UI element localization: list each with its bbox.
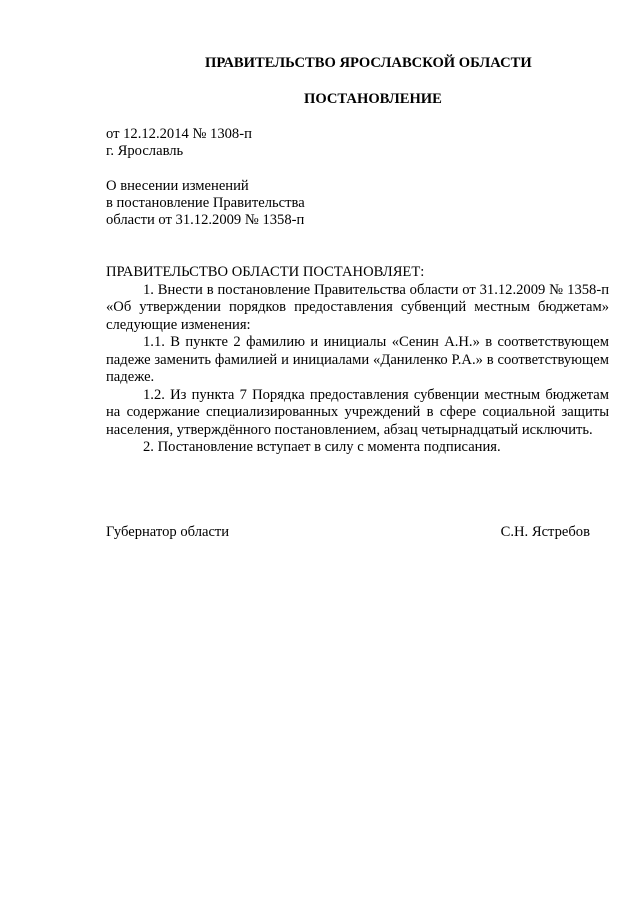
document-subject (106, 178, 305, 229)
document-meta (106, 126, 252, 160)
signature-name: С.Н. Ястребов (500, 524, 590, 540)
paragraph-1: 1. Внести в постановление Правительства области от 31.12.2009 № 1358-п «Об утверждении порядков предоставления субвенций местным бюджетам» следующие изменения: (106, 281, 609, 333)
document-city: г. Ярославль (106, 143, 184, 159)
decree-heading: ПРАВИТЕЛЬСТВО ОБЛАСТИ ПОСТАНОВЛЯЕТ: (106, 264, 425, 280)
document-date-number: от 12.12.2014 № 1308-п (106, 126, 252, 142)
subject-line-3: области от 31.12.2009 № 1358-п (106, 212, 305, 228)
document-org-title: ПРАВИТЕЛЬСТВО ЯРОСЛАВСКОЙ ОБЛАСТИ (205, 55, 532, 71)
paragraph-1-1: 1.1. В пункте 2 фамилию и инициалы «Сенин А.Н.» в соответствующем падеже заменить фамилией и инициалами «Даниленко Р.А.» в соответствующем падеже. (106, 334, 609, 385)
subject-line-2: в постановление Правительства (106, 195, 305, 211)
signature-position: Губернатор области (106, 524, 230, 540)
subject-line-1: О внесении изменений (106, 178, 249, 194)
signature-block (106, 524, 590, 541)
paragraph-1-2: 1.2. Из пункта 7 Порядка предоставления субвенции местным бюджетам на содержание специализированных учреждений в сфере социальной защиты населения, утверждённого постановлением, абзац четырнадцатый исключить. (106, 386, 609, 438)
paragraph-2: 2. Постановление вступает в силу с момента подписания. (143, 439, 501, 455)
document-body (106, 264, 609, 457)
document-type-title: ПОСТАНОВЛЕНИЕ (304, 91, 442, 107)
